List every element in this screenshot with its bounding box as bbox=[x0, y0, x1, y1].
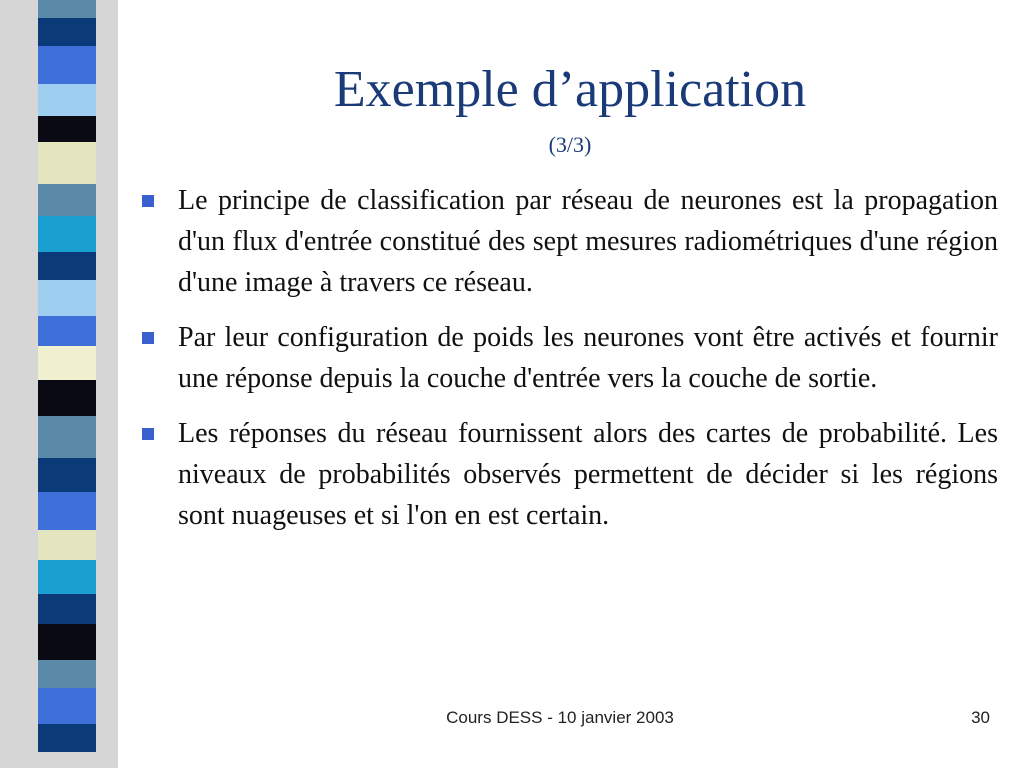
bullet-text: Les réponses du réseau fournissent alors des cartes de probabilité. Les niveaux de probabilités observés permettent de décider si les régions sont nuageuses et si l'on en est certain. bbox=[178, 418, 998, 531]
decorative-stripe-bar bbox=[0, 0, 118, 768]
stripe-tile bbox=[38, 594, 96, 624]
stripe-tile bbox=[38, 280, 96, 316]
stripe-tile bbox=[38, 84, 96, 116]
stripe-tile bbox=[38, 380, 96, 416]
stripe-tile bbox=[38, 416, 96, 458]
stripe-tile bbox=[38, 18, 96, 46]
square-bullet-icon bbox=[142, 332, 154, 344]
footer-course-date: Cours DESS - 10 janvier 2003 bbox=[446, 708, 674, 727]
stripe-tile bbox=[38, 0, 96, 18]
stripe-tile bbox=[38, 624, 96, 660]
bullet-text: Le principe de classification par réseau de neurones est la propagation d'un flux d'entrée constitué des sept mesures radiométriques d'une région d'une image à travers ce réseau. bbox=[178, 185, 998, 298]
slide-title: Exemple d’application bbox=[333, 61, 807, 118]
bullet-item bbox=[140, 317, 998, 399]
stripe-tile bbox=[38, 688, 96, 724]
stripe-tile bbox=[38, 492, 96, 530]
stripe-tile bbox=[38, 46, 96, 84]
stripe-tile bbox=[38, 530, 96, 560]
stripe-tile bbox=[38, 216, 96, 252]
square-bullet-icon bbox=[142, 428, 154, 440]
stripe-tile bbox=[38, 346, 96, 380]
stripe-tile bbox=[38, 660, 96, 688]
stripe-tile bbox=[38, 316, 96, 346]
stripe-tile bbox=[38, 116, 96, 142]
bullet-item bbox=[140, 180, 998, 303]
stripe-tile bbox=[38, 560, 96, 594]
stripe-tile bbox=[38, 184, 96, 216]
bullet-list bbox=[140, 180, 998, 550]
bullet-item bbox=[140, 413, 998, 536]
slide-page-number: 30 bbox=[971, 708, 990, 727]
stripe-tile bbox=[38, 142, 96, 184]
stripe-tile bbox=[38, 252, 96, 280]
slide-subtitle: (3/3) bbox=[548, 132, 592, 157]
bullet-text: Par leur configuration de poids les neurones vont être activés et fournir une réponse depuis la couche d'entrée vers la couche de sortie. bbox=[178, 322, 998, 394]
stripe-tile bbox=[38, 458, 96, 492]
stripe-tile bbox=[38, 724, 96, 752]
square-bullet-icon bbox=[142, 195, 154, 207]
